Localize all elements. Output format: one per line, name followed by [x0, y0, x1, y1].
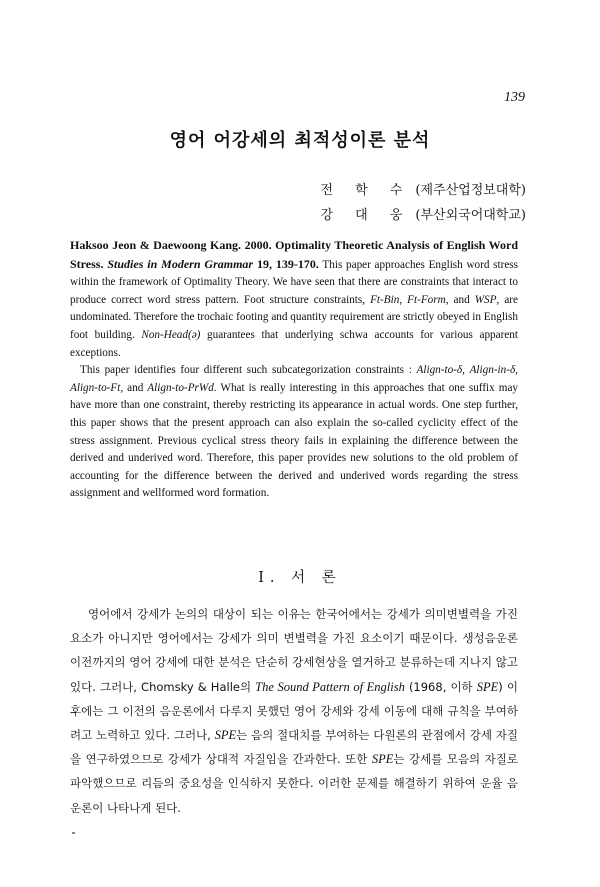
abstract: [70, 237, 518, 503]
text-run: Ft-Form: [407, 293, 446, 306]
abstract-paragraph: [70, 362, 518, 503]
author-name: 전 학 수: [320, 183, 412, 198]
text-run: Haksoo Jeon & Daewoong Kang. 2000. Optimality Theoretic Analysis of English Word Stress.: [70, 238, 518, 271]
author-affiliation: (제주산업정보대학): [415, 183, 526, 198]
text-run: 19, 139-170.: [253, 256, 319, 271]
text-run: 는 음의 절대치를 부여하는 다원론의 관점에서 강세 자질을 연구하였으므로 강세가 상대적 자질임을 간과한다. 또한: [70, 728, 519, 767]
author-entry: [320, 179, 526, 204]
text-run: Align-to-δ, Align-in-δ, Align-to-Ft,: [70, 364, 518, 394]
section-heading: I. 서 론: [258, 570, 342, 586]
text-run: SPE: [476, 679, 499, 694]
paper-title: 영어 어강세의 최적성이론 분석: [169, 130, 431, 151]
text-run: and: [123, 381, 148, 394]
text-run: (1968, 이하: [404, 679, 477, 694]
text-run: SPE: [214, 728, 237, 743]
text-run: ,: [399, 293, 408, 306]
text-run: Align-to-PrWd: [147, 381, 214, 394]
text-run: This paper identifies four different such subcategorization constraints :: [80, 364, 417, 377]
text-run: The Sound Pattern of English: [255, 679, 405, 694]
text-run: This paper approaches English word stress within the framework of Optimality Theory. We have seen that there are constraints that interact to produce correct word stress pattern. Foot structure constraints,: [70, 258, 519, 306]
text-run: 는 강세를 모음의 자질로 파악했으므로 리듬의 중요성을 인식하지 못한다. 이러한 문제를 해결하기 위하여 운율 음운론이 나타나게 된다.: [70, 752, 518, 815]
author-name: 강 대 웅: [320, 208, 412, 223]
text-run: 영어에서 강세가 논의의 대상이 되는 이유는 한국어에서는 강세가 의미변별력을 가진 요소가 아니지만 영어에서는 강세가 의미 변별력을 가진 요소이기 때문이다. 생성음운론 이전까지의 영어 강세에 대한 분석은 단순히 강세현상을 열거하고 분류하는데 지나지 않고 있다. 그러나, Chomsky & Halle의: [70, 607, 518, 694]
author-affiliation: (부산외국어대학교): [415, 208, 526, 223]
text-run: Non-Head(ə): [141, 328, 201, 341]
text-run: Ft-Bin: [370, 293, 400, 306]
text-run: , are undominated. Therefore the trochaic footing and quantity requirement are strictly obeyed in English foot building.: [70, 293, 518, 341]
text-run: . What is really interesting in this approaches that one suffix may have more than one constraint, thereby restricting its appearance in actual words. One step further, this paper shows that the present approach can also explain the so-called cyclicity effect of the stress assignment. Previous cyclical stress theory fails in explaining the difference between the derived and underived word. Therefore, this paper provides new solutions to the old problem of accounting for the difference between the derived and underived words regarding the stress assignment and wellformed word formation.: [70, 381, 519, 500]
text-run: , and: [445, 293, 475, 306]
introduction-paragraph: [70, 602, 518, 820]
author-entry: [320, 204, 526, 229]
text-run: ) 이후에는 그 이전의 음운론에서 다루지 못했던 영어 강세와 강세 이동에 대해 규칙을 부여하려고 노력하고 있다. 그러나,: [70, 679, 518, 743]
text-run: WSP: [474, 293, 497, 306]
text-run: SPE: [371, 752, 394, 767]
abstract-paragraph: [70, 237, 518, 362]
scan-mark: [72, 832, 75, 834]
text-run: guarantees that underlying schwa accounts for various apparent exceptions.: [70, 328, 518, 359]
text-run: Studies in Modern Grammar: [107, 256, 254, 271]
author-list: [320, 179, 526, 229]
page-number: 139: [504, 90, 525, 105]
